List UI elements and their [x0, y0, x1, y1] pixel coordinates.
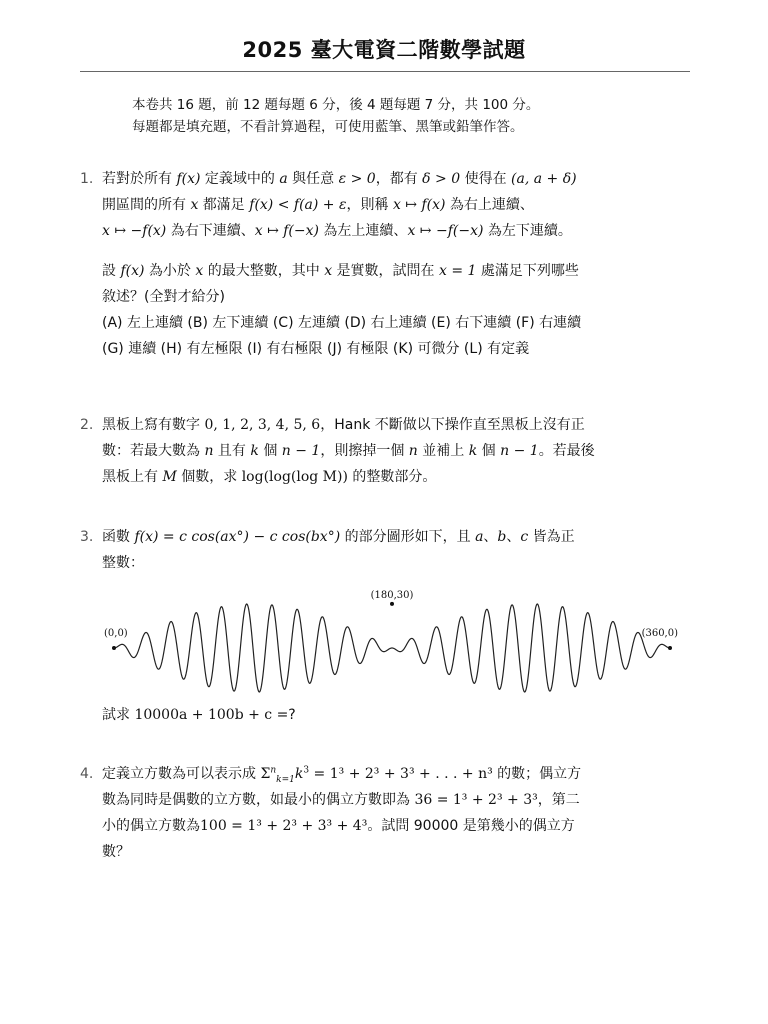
- question-3: [80, 524, 710, 576]
- q4-line: 定義立方數為可以表示成 $\Sigma^n_{k=1}k^3 = 1^3 + 2^3 + 3^3$ + . . . + n³ 的數；偶立方: [102, 765, 582, 785]
- q3-line: 試求 10000a + 100b + c =?: [102, 707, 296, 723]
- instructions: [132, 94, 539, 138]
- question-number: 4.: [80, 766, 94, 782]
- point-origin: [112, 646, 116, 650]
- question-1: [80, 166, 710, 362]
- q1-options-line: (A) 左上連續 (B) 左下連續 (C) 左連續 (D) 右上連續 (E) 右下連續 (F) 右連續: [102, 315, 582, 331]
- instructions-line-2: 每題都是填充題，不看計算過程，可使用藍筆、黑筆或鉛筆作答。: [132, 119, 524, 135]
- q2-line: 黑板上寫有數字 0, 1, 2, 3, 4, 5, 6，Hank 不斷做以下操作直至黑板上沒有正: [102, 417, 585, 433]
- q1-line: 敘述？(全對才給分): [102, 289, 225, 305]
- function-graph: [104, 586, 680, 696]
- q2-line: 黑板上有 M 個數，求 log(log(log M)) 的整數部分。: [102, 469, 437, 485]
- point-label-origin: (0,0): [104, 628, 128, 639]
- q1-line: x ↦ −f(x) 為右下連續、x ↦ f(−x) 為左上連續、x ↦ −f(−x) 為左下連續。: [102, 223, 572, 239]
- instructions-line-1: 本卷共 16 題，前 12 題每題 6 分，後 4 題每題 7 分，共 100 分。: [132, 97, 540, 113]
- point-end: [668, 646, 672, 650]
- page-title: 2025 臺大電資二階數學試題: [242, 38, 526, 62]
- question-number: 2.: [80, 417, 94, 433]
- q4-line: 小的偶立方數為100 = 1³ + 2³ + 3³ + 4³。試問 90000 是第幾小的偶立方: [102, 818, 575, 834]
- question-4: [80, 761, 710, 865]
- function-curve: [114, 604, 670, 692]
- q3-line: 整數：: [102, 555, 144, 571]
- question-3-prompt: [80, 702, 710, 728]
- q1-line: 若對於所有 f(x) 定義域中的 a 與任意 ε > 0，都有 δ > 0 使得在 (a, a + δ): [102, 171, 577, 187]
- q3-line: 函數 f(x) = c cos(ax°) − c cos(bx°) 的部分圖形如下，且 a、b、c 皆為正: [102, 529, 575, 545]
- q4-line: 數？: [102, 844, 130, 860]
- summation: $\Sigma^n_{k=1}k^3$: [260, 765, 310, 785]
- point-peak: [390, 602, 394, 606]
- question-number: 3.: [80, 529, 94, 545]
- question-number: 1.: [80, 171, 94, 187]
- point-label-peak: (180,30): [370, 589, 414, 601]
- q1-line: 設 f(x) 為小於 x 的最大整數，其中 x 是實數，試問在 x = 1 處滿足下列哪些: [102, 263, 579, 279]
- question-2: [80, 412, 710, 490]
- q4-line: 數為同時是偶數的立方數，如最小的偶立方數即為 36 = 1³ + 2³ + 3³，第二: [102, 792, 580, 808]
- q1-line: 開區間的所有 x 都滿足 f(x) < f(a) + ε，則稱 x ↦ f(x) 為右上連續、: [102, 197, 534, 213]
- point-label-end: (360,0): [641, 628, 678, 639]
- q2-line: 數：若最大數為 n 且有 k 個 n − 1，則擦掉一個 n 並補上 k 個 n − 1。若最後: [102, 443, 595, 459]
- title-divider: [80, 71, 690, 72]
- q1-options-line: (G) 連續 (H) 有左極限 (I) 有右極限 (J) 有極限 (K) 可微分 (L) 有定義: [102, 341, 530, 357]
